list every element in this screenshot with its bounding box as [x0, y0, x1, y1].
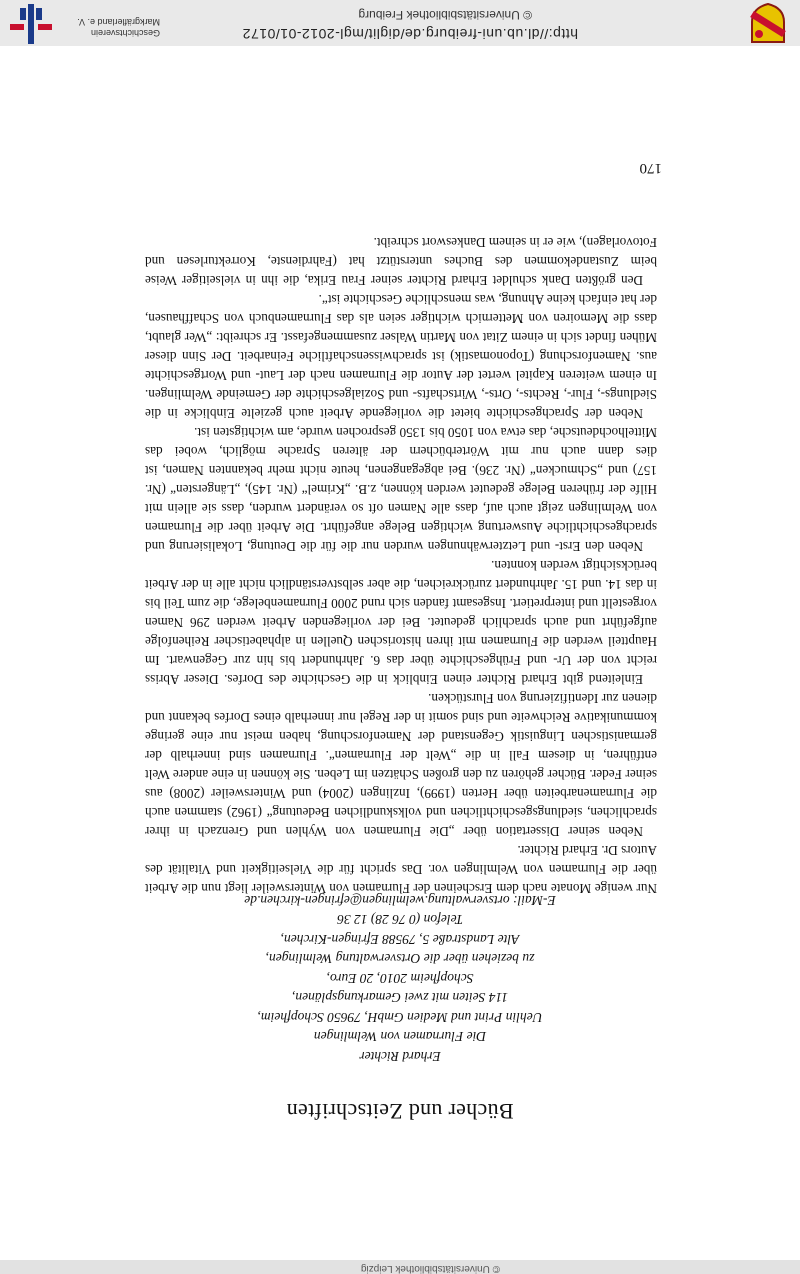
book-line: Telefon (0 76 28) 12 36	[337, 912, 463, 928]
top-banner-text: © Universitätsbibliothek Leipzig	[360, 1263, 500, 1274]
book-line: Schopfheim 2010, 20 Euro,	[326, 971, 474, 986]
book-line: 114 Seiten mit zwei Gemarkungsplänen,	[291, 990, 509, 1006]
page-number: 170	[639, 160, 662, 176]
partner-name: Geschichtsverein Markgräflerland e. V.	[77, 17, 160, 38]
copyright-notice: © Universitätsbibliothek Freiburg	[358, 8, 532, 22]
top-banner	[0, 1260, 800, 1274]
review-body	[145, 233, 657, 898]
paragraph: Neben der Sprachgeschichte bietet die vorliegende Arbeit auch gezielte Einblicke in die Siedlungs-, Flur-, Rechts-, Orts-, Wirtschafts- und Sozialgeschichte der Gemeinde Welmlingen. In einem weiteren Kapitel wertet der Autor die Flurnamen nach der Laut- und Wortgeschichte aus. Namenforschung (Toponomastik) ist sprachwissenschaftliche Feinarbeit. Der Sinn dieser Mühen findet sich in einem Zitat von Martin Walser zusammengefasst. Er schreibt: „Wer glaubt, dass die Memoiren von Metternich wichtiger seien als das Flurnamenbuch von Schaffhausen, der hat einfach keine Ahnung, was menschliche Geschichte ist“.	[145, 292, 657, 421]
book-line: Alte Landstraße 5, 79588 Efringen-Kirchen,	[280, 932, 520, 947]
permalink[interactable]: http://dl.ub.uni-freiburg.de/diglit/mgl-2012-01/0172	[242, 26, 578, 42]
book-line: Uehlin Print und Medien GmbH, 79650 Schopfheim,	[257, 1010, 543, 1025]
paragraph: Einleitend gibt Erhard Richter einen Einblick in die Geschichte des Dorfes. Dieser Abriss reicht von der Ur- und Frühgeschichte über das 6. Jahrhundert bis hin zur Gegenwart. Im Hauptteil werden die Flurnamen mit ihren historischen Quellen in alphabetischer Reihenfolge aufgeführt und auch sprachlich gedeutet. Bei der vorliegenden Arbeit werden 296 Namen vorgestellt und interpretiert. Insgesamt fanden sich rund 2000 Flurnamenbelege, die zum Teil bis in das 14. und 15. Jahrhundert zurückreichen, die aber selbstverständlich nicht alle in der Arbeit berücksichtigt werden konnten.	[145, 558, 657, 687]
book-line: E-Mail: ortsverwaltung.welmlingen@efringen-kirchen.de	[244, 893, 556, 908]
paragraph: Neben den Erst- und Letzterwähnungen wurden nur die für die Deutung, Lokalisierung und sprachgeschichtliche Auswertung wichtigen Belege angeführt. Die Arbeit über die Flurnamen von Welmlingen zeigt auch auf, dass alle Namen oft so verändert wurden, dass sie allein mit Hilfe der früheren Belege gedeutet werden können, z.B. „Krimel“ (Nr. 145), „Längersten“ (Nr. 157) und „Schmucken“ (Nr. 236). Bei abgegangenen, heute nicht mehr bekannten Namen, ist dies dann auch nur mit Wörterbüchern der älteren Sprache möglich, wobei das Mittelhochdeutsche, das etwa von 1050 bis 1350 gesprochen wurde, am wichtigsten ist.	[145, 425, 657, 554]
coat-of-arms-icon	[750, 2, 786, 44]
paragraph: Neben seiner Dissertation über „Die Flurnamen von Wyhlen und Grenzach in ihrer sprachlichen, siedlungsgeschichtlichen und volkskundlichen Bedeutung“ (1962) stammen auch die Flurnamenarbeiten über Herten (1999), Inzlingen (2004) und Wintersweiler (2008) aus seiner Feder. Bücher gehören zu den großen Schätzen im Leben. Sie können in eine andere Welt entführen, in diesem Fall in die „Welt der Flurnamen“. Flurnamen sind innerhalb der germanistischen Linguistik Gegenstand der Namenforschung, haben meist nur eine geringe kommunikative Reichweite und sind somit in der Regel nur innerhalb eines Dorfes bekannt und dienen zur Identifizierung von Flurstücken.	[145, 691, 657, 839]
book-line: zu beziehen über die Ortsverwaltung Welmlingen,	[265, 951, 535, 967]
section-title: Bücher und Zeitschriften	[286, 1099, 514, 1124]
paragraph: Den größten Dank schuldet Erhard Richter seiner Frau Erika, die ihn in vielseitiger Weise beim Zustandekommen des Buches unterstützt hat (Fahrdienste, Korrekturlesen und Fotovorlagen), wie er in seinem Dankeswort schreibt.	[145, 235, 657, 288]
ub-freiburg-logo-icon	[10, 4, 52, 44]
book-line: Die Flurnamen von Welmlingen	[313, 1029, 487, 1045]
paragraph: Nur wenige Monate nach dem Erscheinen der Flurnamen von Wintersweiler liegt nun die Arbeit über die Flurnamen von Welmlingen vor. Das spricht für die Vielseitigkeit und Vitalität des Autors Dr. Erhard Richter.	[145, 843, 657, 896]
book-citation	[0, 891, 800, 1067]
book-author: Erhard Richter	[359, 1049, 441, 1064]
